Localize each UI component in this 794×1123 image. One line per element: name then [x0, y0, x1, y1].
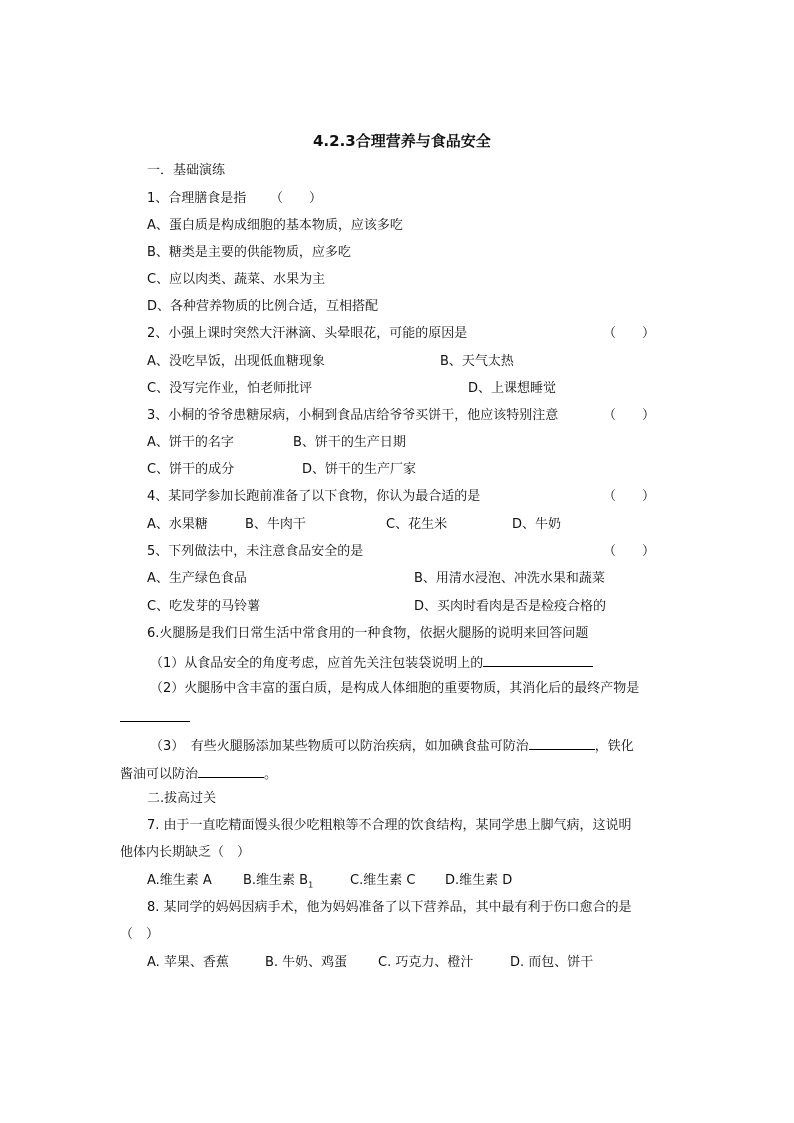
question-6-part-2-blank-line	[120, 707, 190, 728]
question-5-option-b: B、用清水浸泡、冲洗水果和蔬菜	[414, 571, 605, 586]
question-3-stem: 3、小桐的爷爷患糖尿病，小桐到食品店给爷爷买饼干，他应该特别注意	[147, 408, 559, 423]
question-6-part-1	[150, 652, 593, 673]
question-3-answer-paren: （ ）	[603, 408, 656, 423]
question-6-part-3-text-b: ，铁化	[594, 739, 634, 754]
answer-blank-6-1[interactable]	[483, 652, 593, 667]
question-2-option-b: B、天气太热	[440, 354, 514, 369]
question-2-stem: 2、小强上课时突然大汗淋滴、头晕眼花，可能的原因是	[147, 326, 468, 341]
question-2-answer-paren: （ ）	[603, 326, 656, 341]
question-8-option-b: B. 牛奶、鸡蛋	[265, 955, 348, 970]
question-1-option-d: D、各种营养物质的比例合适，互相搭配	[147, 299, 379, 314]
page-title: 4.2.3合理营养与食品安全	[313, 132, 491, 150]
question-2-option-c: C、没写完作业，怕老师批评	[147, 381, 313, 396]
question-7-option-b	[243, 872, 313, 895]
question-6-part-3-text: （3） 有些火腿肠添加某些物质可以防治疾病，如加碘食盐可防治	[150, 739, 529, 754]
question-4-option-b: B、牛肉干	[245, 517, 306, 532]
question-6-part-3-text-d: 。	[264, 767, 278, 782]
question-1-stem: 1、合理膳食是指	[147, 191, 247, 206]
question-7-option-a: A.维生素 A	[147, 873, 212, 888]
question-8-option-a: A. 苹果、香蕉	[147, 955, 229, 970]
question-1-option-b: B、糖类是主要的供能物质，应多吃	[147, 245, 351, 260]
question-5-option-d: D、买肉时看肉是否是检疫合格的	[414, 599, 607, 614]
question-3-option-d: D、饼干的生产厂家	[302, 462, 417, 477]
question-6-part-3-text-c: 酱油可以防治	[120, 767, 199, 782]
question-7-option-c: C.维生素 C	[350, 873, 416, 888]
question-8-stem: 8. 某同学的妈妈因病手术，他为妈妈准备了以下营养品，其中最有利于伤口愈合的是	[147, 900, 632, 915]
question-2-option-d: D、上课想睡觉	[468, 381, 557, 396]
question-5-answer-paren: （ ）	[603, 544, 656, 559]
question-5-option-c: C、吃发芽的马铃薯	[147, 599, 261, 614]
answer-blank-6-3b[interactable]	[198, 763, 264, 778]
question-4-stem: 4、某同学参加长跑前准备了以下食物，你认为最合适的是	[147, 489, 481, 504]
question-1-answer-paren: （ ）	[270, 191, 323, 206]
question-6-part-3	[150, 735, 634, 756]
question-4-option-c: C、花生米	[386, 517, 448, 532]
question-3-option-b: B、饼干的生产日期	[293, 435, 406, 450]
question-6-part-3-cont	[120, 763, 277, 784]
question-1-option-a: A、蛋白质是构成细胞的基本物质，应该多吃	[147, 218, 403, 233]
question-4-option-d: D、牛奶	[512, 517, 562, 532]
question-1-option-c: C、应以肉类、蔬菜、水果为主	[147, 272, 326, 287]
question-8-option-d: D. 而包、饼干	[510, 955, 594, 970]
question-2-option-a: A、没吃早饭，出现低血糖现象	[147, 354, 325, 369]
answer-blank-6-3a[interactable]	[529, 735, 595, 750]
question-6-part-2: （2）火腿肠中含丰富的蛋白质，是构成人体细胞的重要物质，其消化后的最终产物是	[150, 681, 640, 696]
question-4-answer-paren: （ ）	[603, 489, 656, 504]
question-8-stem-cont: （ ）	[120, 927, 160, 942]
question-3-option-c: C、饼干的成分	[147, 462, 235, 477]
question-5-stem: 5、下列做法中，未注意食品安全的是	[147, 544, 364, 559]
question-8-option-c: C. 巧克力、橙汁	[378, 955, 474, 970]
question-7-option-b-text: B.维生素 B	[243, 873, 309, 888]
question-7-option-b-sub: 1	[308, 880, 314, 890]
question-7-stem-cont: 他体内长期缺乏（ ）	[120, 845, 251, 860]
question-7-stem: 7. 由于一直吃精面馒头很少吃粗粮等不合理的饮食结构，某同学患上脚气病，这说明	[147, 818, 632, 833]
question-3-option-a: A、饼干的名字	[147, 435, 234, 450]
question-5-option-a: A、生产绿色食品	[147, 571, 247, 586]
question-7-option-d: D.维生素 D	[445, 873, 513, 888]
question-6-part-1-text: （1）从食品安全的角度考虑，应首先关注包装袋说明上的	[150, 656, 484, 671]
question-6-stem: 6.火腿肠是我们日常生活中常食用的一种食物，依据火腿肠的说明来回答问题	[147, 626, 589, 641]
question-4-option-a: A、水果糖	[147, 517, 208, 532]
section-heading-advanced: 二.拔高过关	[147, 791, 217, 806]
section-heading-basic: 一．基础演练	[147, 163, 226, 178]
answer-blank-6-2[interactable]	[120, 707, 190, 722]
